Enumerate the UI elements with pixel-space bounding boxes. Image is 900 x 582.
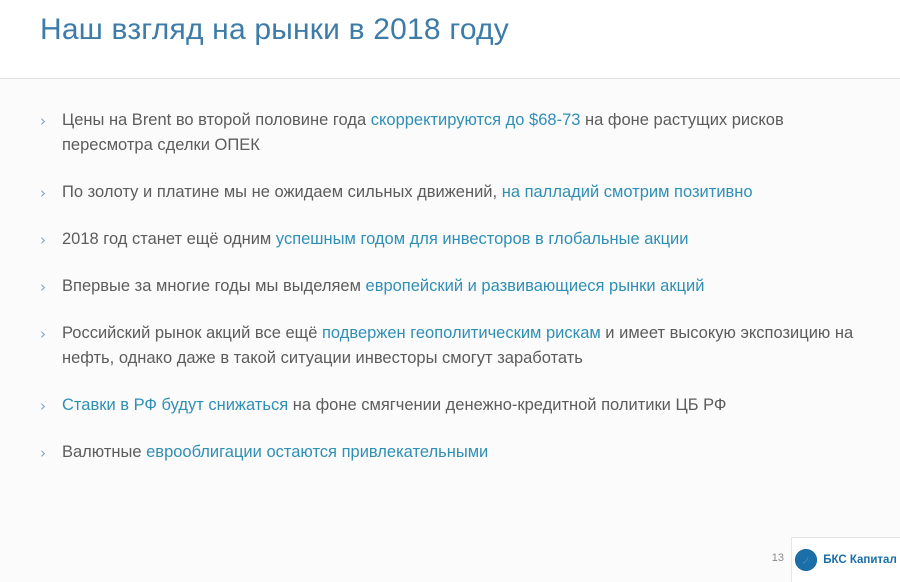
plain-phrase: и имеет высокую экспозицию на нефть, однако даже в такой ситуации инвесторы смогут заработать [62, 324, 854, 367]
plain-phrase: Валютные [62, 443, 147, 461]
bcs-swirl-icon [795, 549, 817, 571]
plain-phrase: на фоне растущих рисков пересмотра сделки ОПЕК [62, 111, 784, 154]
list-item [40, 180, 870, 205]
plain-phrase: Впервые за многие годы мы выделяем [62, 277, 366, 295]
header-divider [0, 78, 900, 79]
chevron-right-icon: › [40, 231, 46, 249]
list-item [40, 393, 870, 418]
highlighted-phrase: подвержен геополитическим рискам [321, 324, 601, 342]
highlighted-phrase: скорректируются до $68-73 [370, 111, 581, 129]
list-item-text [62, 321, 870, 371]
list-item [40, 108, 870, 158]
chevron-right-icon: › [40, 444, 46, 462]
chevron-right-icon: › [40, 184, 46, 202]
plain-phrase: Российский рынок акций все ещё [62, 324, 322, 342]
list-item-text [62, 440, 870, 465]
plain-phrase: 2018 год станет ещё одним [62, 230, 276, 248]
plain-phrase: на фоне смягчении денежно-кредитной политики ЦБ РФ [288, 396, 727, 414]
list-item [40, 227, 870, 252]
logo-label: БКС Капитал [823, 554, 897, 566]
page-title: Наш взгляд на рынки в 2018 году [40, 13, 509, 46]
chevron-right-icon: › [40, 112, 46, 130]
list-item-text [62, 393, 870, 418]
highlighted-phrase: Ставки в РФ будут снижаться [62, 396, 289, 414]
list-item [40, 321, 870, 371]
highlighted-phrase: еврооблигации остаются привлекательными [146, 443, 489, 461]
chevron-right-icon: › [40, 278, 46, 296]
list-item-text [62, 108, 870, 158]
bullet-list [40, 108, 870, 487]
list-item-text [62, 274, 870, 299]
highlighted-phrase: европейский и развивающиеся рынки акций [365, 277, 705, 295]
chevron-right-icon: › [40, 325, 46, 343]
chevron-right-icon: › [40, 397, 46, 415]
plain-phrase: Цены на Brent во второй половине года [62, 111, 371, 129]
list-item-text [62, 180, 870, 205]
page-number: 13 [771, 552, 784, 564]
list-item [40, 440, 870, 465]
list-item [40, 274, 870, 299]
company-logo [791, 537, 900, 582]
list-item-text [62, 227, 870, 252]
highlighted-phrase: на палладий смотрим позитивно [501, 183, 753, 201]
plain-phrase: По золоту и платине мы не ожидаем сильных движений, [62, 183, 502, 201]
highlighted-phrase: успешным годом для инвесторов в глобальные акции [275, 230, 689, 248]
slide-header [0, 0, 900, 78]
